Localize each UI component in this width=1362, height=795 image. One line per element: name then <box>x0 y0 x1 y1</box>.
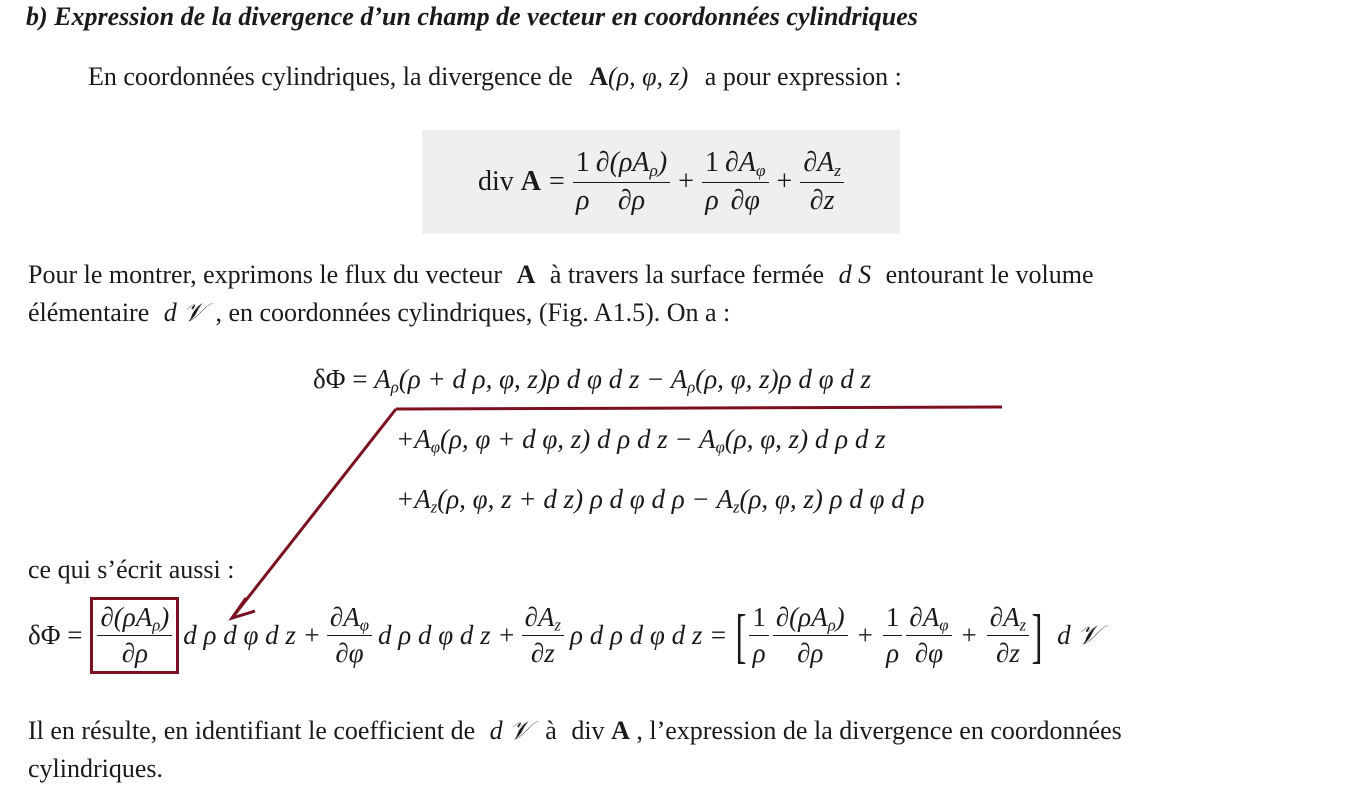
big-term-1: $\frac{\partial(\rho A_\rho)}{\partial\rho}$ <box>773 602 848 669</box>
paragraph-2-line-1: Pour le montrer, exprimons le flux du vecteur A à travers la surface fermée d S entourant le volume <box>28 260 1094 289</box>
flux-line-1: $\delta\Phi = A_\rho(\rho + d$ ρ, φ, z)ρ d φ d $z - A_\rho(\rho$, φ, z)ρ d φ d z <box>313 364 872 397</box>
intro-args: (ρ, φ, z) <box>607 62 689 91</box>
para2-vec: A <box>516 260 536 289</box>
big-term-3: $\frac{\partial A_z}{\partial z}$ <box>987 602 1029 669</box>
intro-suffix: a pour expression : <box>704 62 902 91</box>
para2-dS: d S <box>838 260 872 289</box>
annotation-arrow <box>232 409 396 618</box>
div-vec: A <box>520 166 541 197</box>
div-plus-2: + <box>776 166 793 197</box>
boxed-fraction: $\frac{\partial(\rho A_\rho)}{\partial\rho}$ <box>97 602 172 669</box>
div-eq: = <box>548 166 565 197</box>
div-term-1: $\frac{\partial(\rho A_\rho)}{\partial\rho}$ <box>593 147 670 216</box>
flux-line-3: $+A_z(\rho$, φ, z + d z) ρ d φ d $\rho - A_z(\rho$, φ, z) ρ d φ d ρ <box>396 484 925 517</box>
right-bracket: ] <box>1031 602 1043 669</box>
big-coef-2: $\frac{1}{\rho}$ <box>883 602 903 669</box>
div-term-3: $\frac{\partial A_z}{\partial z}$ <box>800 147 844 216</box>
conclusion-line-1: Il en résulte, en identifiant le coefficient de d 𝒱 à div A , l’expression de la divergence en coordonnées <box>28 716 1122 745</box>
div-coef-2: $\frac{1}{\rho}$ <box>702 147 722 216</box>
big-eq-lhs: δΦ = <box>28 620 83 651</box>
big-coef-1: $\frac{1}{\rho}$ <box>749 602 769 669</box>
para2-dV: d 𝒱 <box>163 298 205 327</box>
div-coef-1: $\frac{1}{\rho}$ <box>573 147 593 216</box>
arrowhead-icon <box>232 598 255 618</box>
div-plus-1: + <box>678 166 694 197</box>
paragraph-2-line-2: élémentaire d 𝒱 , en coordonnées cylindriques, (Fig. A1.5). On a : <box>28 298 731 327</box>
div-term-2: $\frac{\partial A_\varphi}{\partial\varphi}$ <box>722 147 769 216</box>
big-term-2: $\frac{\partial A_\varphi}{\partial\varphi}$ <box>906 602 951 669</box>
annotation-underline <box>396 407 1002 409</box>
big-frac-2: $\frac{\partial A_\varphi}{\partial\varphi}$ <box>327 602 372 669</box>
section-heading: b) Expression de la divergence d’un champ de vecteur en coordonnées cylindriques <box>26 2 918 31</box>
intro-text: En coordonnées cylindriques, la divergence de <box>88 62 573 91</box>
div-label: div <box>477 166 514 197</box>
flux-line-2: $+A_\varphi(\rho$, φ + d φ, z) d ρ d $z - A_\varphi(\rho$, φ, z) d ρ d z <box>396 424 886 457</box>
left-bracket: [ <box>735 602 747 669</box>
conclusion-line-2: cylindriques. <box>28 754 164 783</box>
flux-expanded-equation: δΦ = $\frac{\partial(\rho A_\rho)}{\partial\rho}$ d ρ d φ d z + $\frac{\partial A_\varphi}{\partial\varphi}$ d ρ d φ d z + $\frac{\partial A_z}{\partial z}$ ρ d ρ d φ d z = [ $\frac{1}{\rho}$ $\frac{\partial(\rho A_\rho)}{\partial\rho}$ + $\frac{1}{\rho}$ $\frac{\partial A_\varphi}{\partial\varphi}$ + $\frac{\partial A_z}{\partial z}$ ] d 𝒱 <box>28 597 1100 674</box>
also-text: ce qui s’écrit aussi : <box>28 555 235 584</box>
conclusion-dV: d 𝒱 <box>489 716 531 745</box>
big-frac-3: $\frac{\partial A_z}{\partial z}$ <box>522 602 564 669</box>
big-eq-tail: d 𝒱 <box>1057 619 1100 650</box>
intro-field: A <box>589 62 608 91</box>
